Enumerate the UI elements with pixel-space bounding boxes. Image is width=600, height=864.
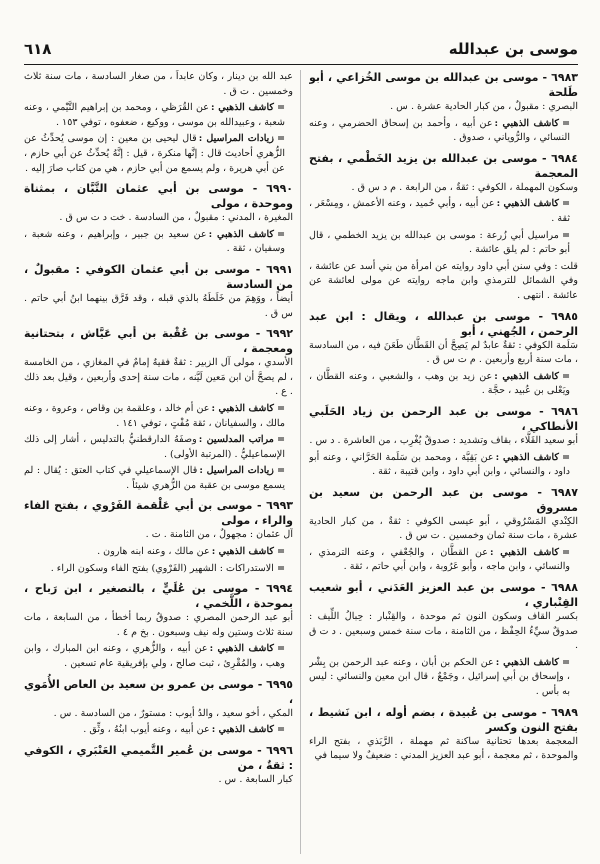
- source-label: كاشف الذهبي :: [494, 117, 559, 129]
- source-citation: [24, 433, 293, 462]
- entry-body: الكِنْدي المَسْرُوقي ، أبو عيسى الكوفي : ثقةٌ ، من كبار الحادية عشرة ، مات سنة ثمان وخمسين . ت س ق .: [309, 515, 578, 542]
- source-label: كاشف الذهبي :: [490, 546, 559, 558]
- entry-body: الأسدي ، مولى آل الزبير : ثقةٌ فقيهٌ إمامٌ في المغازي ، من الخامسة ، لم يصحَّ أن ابن مَعين لَيَّنه ، مات سنة إحدى وأربعين ، وقيل بعد ذلك . ع .: [24, 357, 293, 398]
- source-label: كاشف الذهبي :: [211, 102, 274, 114]
- source-label: زيادات المراسيل :: [199, 465, 274, 477]
- source-citation: [24, 228, 293, 257]
- entry-heading: ٦٩٩٤ - موسى بن عُلَيٍّ ، بالتصغير ، ابن رَباح ، بموحدة ، اللَّخمي ،: [24, 582, 293, 611]
- entry-body: البصري : مقبولٌ ، من كبار الحادية عشرة . س .: [390, 101, 578, 112]
- entry-heading: ٦٩٩٢ - موسى بن عُقْبة بن أبي عَيَّاش ، بتحتانية ومعجمة ،: [24, 327, 293, 356]
- biography-entry: [24, 581, 293, 671]
- biography-entry: [309, 70, 578, 146]
- source-text: عن مالك ، وعنه ابنه هارون .: [97, 546, 210, 558]
- source-text: عن سعيد بن جبير ، وإبراهيم ، وعنه شعبة ، وسفيان ، ثقة .: [24, 228, 285, 255]
- entry-heading: ٦٩٩٦ - موسى بن عُمير التَّميمي العَنْبَري ، الكوفي : ثقةٌ ، من: [24, 743, 293, 772]
- entry-heading: ٦٩٨٧ - موسى بن عبد الرحمن بن سعيد بن مسروق: [309, 485, 578, 514]
- biography-entry: [309, 705, 578, 764]
- biography-entry: [24, 326, 293, 493]
- source-citation: [24, 723, 293, 738]
- source-citation: [24, 545, 293, 560]
- entry-body: أبو عبد الرحمن المصري : صدوقٌ ربما أخطأ ، من السابعة ، مات سنة ثلاث وستين وله نيف وسبعون . بخ م ٤ .: [24, 612, 293, 638]
- biography-entry: [309, 580, 578, 700]
- source-label: كاشف الذهبي :: [208, 228, 274, 240]
- biography-entry: [24, 498, 293, 576]
- source-text: عن القطَّان ، والجُعْفي ، وعنه الترمذي ، والنسائي ، وابن ماجه ، وأبو عَرُوبة ، وابن أبي حاتم ، ثقة .: [309, 546, 570, 573]
- entry-heading: ٦٩٨٦ - موسى بن عبد الرحمن بن زياد الحَلَبي الأنطاكي ،: [309, 404, 578, 433]
- entry-body: وسكون المهملة ، الكوفي : ثقةٌ ، من الرابعة . م د س ق .: [351, 181, 578, 193]
- right-column: [309, 70, 578, 854]
- source-citation: [309, 229, 578, 258]
- bullet-marker: =: [276, 434, 285, 446]
- entry-heading: ٦٩٨٨ - موسى بن عبد العزيز العَدَني ، أبو شعيب القِنْباري ،: [309, 581, 578, 610]
- biography-entry: [24, 677, 293, 738]
- entry-body: المغيرة ، المدني : مقبولٌ ، من السادسة . خت د ت س ق .: [59, 212, 293, 224]
- source-citation: [24, 101, 293, 130]
- editor-note: قلت : وفي سنن أبي داود روايته عن امرأة من بني أسد عن عائشة ، وفي الشمائل للترمذي وابن ماجه روايته عن مولى لعائشة عن عائشة . انتهى .: [309, 260, 578, 301]
- source-text: قال ليحيى بن معين : إن موسى يُحدِّثُ عن الزُّهري أحاديث قال : إنَّها منكرة ، قيل : إنَّهُ يُحدِّثُ عن أبي حازم ، عن أبي هريرة ، ولم يسمع من أبي حازم ، هي من كتاب صارَ إليه .: [24, 133, 285, 174]
- text-columns: [24, 70, 578, 854]
- source-citation: [309, 117, 578, 146]
- biography-entry: [309, 404, 578, 480]
- source-label: كاشف الذهبي :: [211, 724, 274, 736]
- source-citation: [309, 656, 578, 700]
- source-text: عن أبيه ، وعنه أيوب ابنُهُ ، وثِّق .: [83, 724, 210, 736]
- bullet-marker: =: [276, 465, 285, 477]
- running-title: موسى بن عبدالله: [448, 40, 578, 58]
- source-citation: [309, 197, 578, 226]
- source-text: وصفَهُ الدارقطنيُّ بالتدليس ، أشار إلى ذلك الإسماعيليُّ . (المرتبة الأولى) .: [24, 434, 285, 460]
- entry-body: سَلَمة الكوفي : ثقةٌ عابدٌ لم يَصِحَّ أن القَطَّان طَعَنَ فيه ، من السادسة ، مات سنة أربع وأربعين . م ت س ق .: [309, 339, 578, 366]
- entry-heading: ٦٩٩٥ - موسى بن عمرو بن سعيد بن العاص الأُمَوي ،: [24, 677, 293, 706]
- entry-body: كبار السابعة . س .: [218, 773, 293, 785]
- biography-entry: [309, 485, 578, 575]
- entry-heading: ٦٩٩٠ - موسى بن أبي عثمان التَّبَّان ، بمثناة وموحدة ، مولى: [24, 182, 293, 211]
- bullet-marker: =: [561, 117, 570, 129]
- source-label: زيادات المراسيل :: [198, 133, 274, 145]
- biography-entry: [309, 309, 578, 399]
- entry-heading: ٦٩٨٤ - موسى بن عبدالله بن يزيد الخَطْمي ، بفتح المعجمة: [309, 151, 578, 180]
- bullet-marker: =: [276, 643, 285, 655]
- entry-heading: ٦٩٩٣ - موسى بن أبي عَلْقمة الفَرْوي ، بفتح الفاء والراء ، مولى: [24, 499, 293, 528]
- source-text: عن القُرَظي ، ومحمد بن إبراهيم التَّيْمي ، وعنه شعبة ، وعبيدالله بن موسى ، ووكيع ، ضعفوه ، توفي ١٥٣ .: [24, 102, 285, 128]
- source-label: كاشف الذهبي :: [494, 370, 559, 382]
- entry-heading: ٦٩٨٩ - موسى بن عُبيدة ، بضم أوله ، ابن نَشيط ، بفتح النون وكسر: [309, 705, 578, 734]
- bullet-marker: =: [276, 402, 285, 414]
- source-text: مراسيل أبي زُرعة : موسى بن عبدالله بن يزيد الخطمي ، قال أبو حاتم : لم يلق عائشة .: [309, 229, 570, 256]
- source-text: عن الحكم بن أبان ، وعنه عبد الرحمن بن بِشْر ، وإسحاق بن أبي إسرائيل ، وجَمْعٌ ، قال ابن معين والنسائي : ليس به بأس .: [309, 656, 570, 698]
- source-citation: [24, 464, 293, 493]
- source-text: عن أبيه ، وأحمد بن إسحاق الحضرمي ، وعنه النسائي ، والرُّوياني ، صدوق .: [309, 117, 570, 144]
- entry-body: بكسر القاف وسكون النون ثم موحدة ، والقِنْبار : حِبالُ اللِّيف : صدوقٌ سيِّءُ الحِفْظ ، من الثامنة ، مات سنة خمس وسبعين . د ت ق .: [309, 611, 578, 652]
- left-column: [24, 70, 293, 854]
- bullet-marker: =: [561, 546, 570, 558]
- entry-body: المعجمة بعدها تحتانية ساكنة ثم مهملة ، الرَّبَذي ، بفتح الراء والموحدة ، ثم معجمة ، أبو عبد العزيز المدني : ضعيفٌ ولا سيما في: [309, 735, 578, 762]
- biography-entry: [24, 262, 293, 321]
- biography-entry: [24, 70, 293, 176]
- source-text: قال الإسماعيلي في كتاب العتق : يُقال : لم يسمع موسى بن عقبة من الزُّهري شيئاً .: [24, 465, 285, 491]
- source-label: كاشف الذهبي :: [496, 198, 559, 210]
- source-citation: [309, 370, 578, 399]
- source-label: كاشف الذهبي :: [211, 546, 274, 558]
- biography-entry: [24, 743, 293, 788]
- source-text: عن بَقِيَّة ، ومحمد بن سَلَمة الحَرَّاني ، وعنه أبو داود ، والنسائي ، وابن أبي داود ، وابن قتيبة ، ثقة .: [309, 451, 570, 478]
- source-text: عن أبيه ، والزُّهري ، وعنه ابن المبارك ، وابن وهب ، والمُقْرِئ ، ثبت صالح ، ولي بإفريقية عام تسعين .: [24, 643, 285, 670]
- entry-body: آل عثمان : مجهولٌ ، من الثامنة . ت .: [145, 529, 293, 541]
- page-header: [24, 38, 578, 65]
- page-number: ٦١٨: [24, 40, 52, 58]
- source-text: عن زيد بن وهب ، والشعبي ، وعنه القطَّان ، ويَعْلى بن عُبيد ، حجَّة .: [309, 370, 570, 397]
- entry-heading: ٦٩٨٣ - موسى بن عبدالله بن موسى الخُزاعي ، أبو طَلحة: [309, 71, 578, 99]
- source-label: كاشف الذهبي :: [211, 402, 274, 414]
- source-label: كاشف الذهبي :: [495, 451, 559, 463]
- entry-body: أيضاً ، ووَهِمَ من خَلَطَهُ بالذي قبله ، وقد فَرَّق بينهما ابنُ أبي حاتم . س ق .: [24, 292, 293, 319]
- entry-heading: ٦٩٨٥ - موسى بن عبدالله ، ويقال : ابن عبد الرحمن ، الجُهني ، أبو: [309, 309, 578, 338]
- bullet-marker: =: [276, 133, 286, 145]
- source-citation: [24, 402, 293, 431]
- bullet-marker: =: [561, 229, 570, 241]
- source-text: عن أم خالد ، وعلقمة بن وقاص ، وعروة ، وعنه مالك ، والسفيانان ، ثقة مُفْتٍ ، توفي ١٤١ .: [24, 402, 285, 429]
- source-label: مراتب المدلسين :: [198, 434, 274, 446]
- bullet-marker: =: [561, 656, 570, 668]
- bullet-marker: =: [276, 562, 285, 574]
- biography-entry: [309, 151, 578, 304]
- bullet-marker: =: [276, 546, 285, 558]
- source-label: كاشف الذهبي :: [209, 643, 274, 655]
- entry-body: المكي ، أخو سعيد ، والدُ أيوب : مستورٌ ، من السادسة . س .: [53, 707, 293, 719]
- bullet-marker: =: [276, 102, 285, 114]
- source-text: الاستدراكات : الشهير (الفَرْوي) بفتح الفاء وسكون الراء .: [50, 562, 274, 574]
- entry-heading: ٦٩٩١ - موسى بن أبي عثمان الكوفي : مقبولٌ ، من السادسة: [24, 262, 293, 291]
- entry-body: أبو سعيد القَلَّاء ، بقاف وتشديد : صدوقٌ يُغْرِب ، من العاشرة . د س .: [309, 434, 578, 446]
- bullet-marker: =: [561, 370, 570, 382]
- bullet-marker: =: [561, 198, 570, 210]
- bullet-marker: =: [561, 451, 570, 463]
- source-citation: [309, 546, 578, 575]
- source-citation: [24, 132, 293, 176]
- source-citation: [309, 451, 578, 480]
- bullet-marker: =: [276, 724, 285, 736]
- source-citation: [24, 562, 293, 577]
- entry-body: عبد الله بن دينار ، وكان عابداً ، من صغار السادسة ، مات سنة ثلاث وخمسين . ت ق .: [24, 71, 293, 97]
- source-text: عن أبيه ، وأبي حُميد ، وعنه الأعمش ، ومِسْعَر ، ثقة .: [309, 198, 570, 224]
- source-citation: [24, 642, 293, 671]
- bullet-marker: =: [276, 228, 285, 240]
- source-label: كاشف الذهبي :: [495, 656, 559, 668]
- biography-entry: [24, 181, 293, 257]
